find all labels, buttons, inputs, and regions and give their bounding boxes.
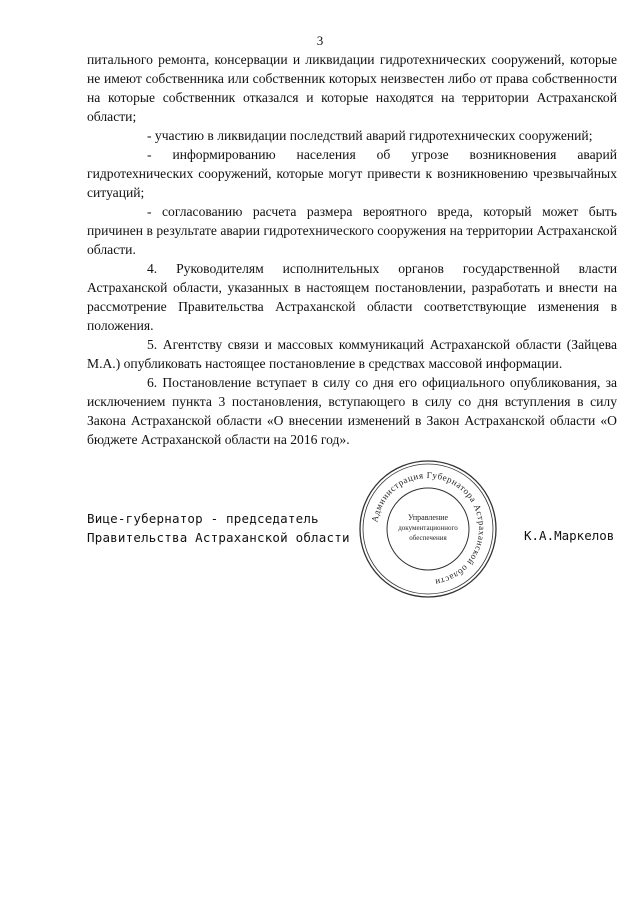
list-item-informing: - информированию населения об угрозе возникновения аварий гидротехнических сооружений, которые могут привести к возникновению чрезвычайных ситуаций; xyxy=(87,147,617,200)
paragraph-continuation: питального ремонта, консервации и ликвидации гидротехнических сооружений, которые не имеют собственника или собственник которых неизвестен либо от права собственности на которые собственник отказался и которые находятся на территории Астраханской области; xyxy=(87,52,617,124)
seal-center-line-3: обеспечения xyxy=(409,534,447,542)
clause-5: 5. Агентству связи и массовых коммуникаций Астраханской области (Зайцева М.А.) опубликовать настоящее постановление в средствах массовой информации. xyxy=(87,337,617,371)
clause-6: 6. Постановление вступает в силу со дня его официального опубликования, за исключением пункта 3 постановления, вступающего в силу со дня вступления в силу Закона Астраханской области «О внесении изменений в Закон Астраханской области «О бюджете Астраханской области на 2016 год». xyxy=(87,375,617,447)
list-item-damage-calculation: - согласованию расчета размера вероятного вреда, который может быть причинен в результате аварии гидротехнического сооружения на территории Астраханской области. xyxy=(87,204,617,257)
list-item-liquidation: - участию в ликвидации последствий аварий гидротехнических сооружений; xyxy=(147,128,593,143)
signatory-position xyxy=(87,509,350,547)
clause-4: 4. Руководителям исполнительных органов государственной власти Астраханской области, указанных в настоящем постановлении, разработать и внести на рассмотрение Правительства Астраханской области соответствующие изменения в положения. xyxy=(87,261,617,333)
signatory-name: К.А.Маркелов xyxy=(524,528,615,543)
document-body xyxy=(87,50,617,449)
signatory-position-line-1: Вице-губернатор - председатель xyxy=(87,511,319,526)
signatory-position-line-2: Правительства Астраханской области xyxy=(87,530,350,545)
official-seal xyxy=(357,458,499,600)
seal-ring-text: Администрация Губернатора Астраханской области xyxy=(369,469,488,588)
seal-center-line-2: документационного xyxy=(398,524,458,532)
page-number: 3 xyxy=(316,33,324,48)
seal-center-line-1: Управление xyxy=(407,513,449,522)
